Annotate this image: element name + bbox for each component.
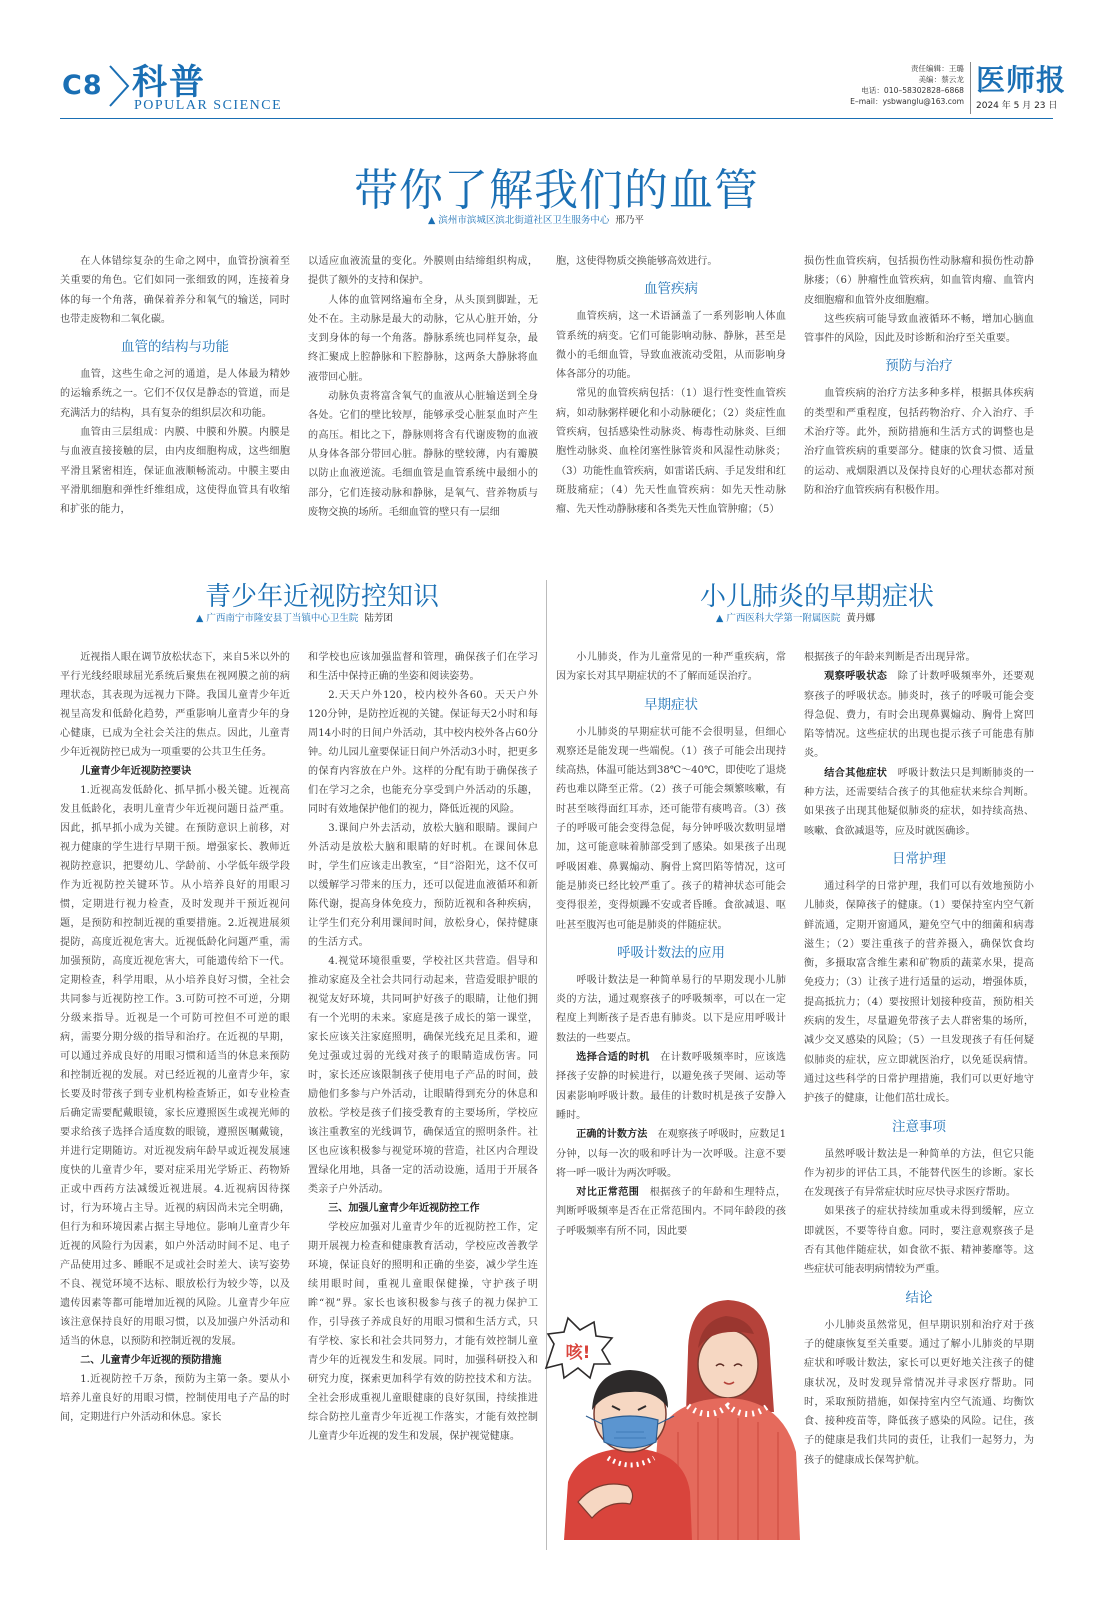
paragraph: 小儿肺炎的早期症状可能不会很明显，但细心观察还是能发现一些端倪。（1）孩子可能会出现持续高热，体温可能达到38℃～40℃，即使吃了退烧药也难以降至正常。（2）孩子可能会频繁咳嗽，有时甚至咳得面红耳赤，还可能带有痰鸣音。（3）孩子的呼吸可能会变得急促，每分钟呼吸次数明显增加，这可能意味着肺部受到了感染。如果孩子出现呼吸困难、鼻翼煽动、胸骨上窝凹陷等情况，这可能是肺炎已经比较严重了。孩子的精神状态可能会变得很差，变得烦躁不安或者昏睡。食欲减退、呕吐甚至腹泻也可能是肺炎的伴随症状。 [556, 726, 786, 931]
subheading: 血管疾病 [644, 281, 698, 298]
paragraph: 3.课间户外去活动，放松大脑和眼睛。课间户外活动是放松大脑和眼睛的好时机。在课间休息时，学生们应该走出教室，“目”浴阳光，这不仅可以缓解学习带来的压力，还可以促进血液循环和新陈代谢，提高身体免疫力，预防近视和各种疾病，让学生们充分利用课间时间，放松身心，保持健康的生活方式。 [308, 823, 538, 948]
byline-author: 黄丹娜 [846, 613, 875, 624]
paragraph: 小儿肺炎，作为儿童常见的一种严重疾病，常因为家长对其早期症状的不了解而延误治疗。 [556, 652, 786, 683]
article3-title: 小儿肺炎的早期症状 [700, 582, 935, 612]
paragraph-body: 除了计数呼吸频率外，还要观察孩子的呼吸状态。肺炎时，孩子的呼吸可能会变得急促、费力，有时会出现鼻翼煽动、胸骨上窝凹陷等情况。这些症状的出现也提示孩子可能患有肺炎。 [804, 671, 1034, 760]
paragraph: 和学校也应该加强监督和管理，确保孩子们在学习和生活中保持正确的坐姿和阅读姿势。 [308, 652, 538, 682]
subheading: 儿童青少年近视防控要诀 [80, 766, 192, 777]
lead-in: 对比正常范围 [576, 1187, 640, 1199]
byline-org: ▲ 滨州市滨城区滨北街道社区卫生服务中心 [428, 215, 610, 226]
paragraph: 呼吸计数法是一种简单易行的早期发现小儿肺炎的方法，通过观察孩子的呼吸频率，可以在一定程度上判断孩子是否患有肺炎。以下是应用呼吸计数法的一些要点。 [556, 974, 786, 1044]
paragraph-body: 在计数呼吸频率时，应该选择孩子安静的时候进行，以避免孩子哭闹、运动等因素影响呼吸计数。最佳的计数时机是孩子安静入睡时。 [556, 1052, 786, 1121]
paragraph [556, 1048, 786, 1125]
paragraph: 血管疾病的治疗方法多种多样，根据具体疾病的类型和严重程度，包括药物治疗、介入治疗、手术治疗等。此外，预防措施和生活方式的调整也是治疗血管疾病的重要部分。健康的饮食习惯、适量的运动、戒烟限酒以及保持良好的心理状态都对预防和治疗血管疾病有积极作用。 [804, 388, 1034, 496]
newspaper-logo: 医师报 [976, 63, 1067, 97]
subheading: 呼吸计数法的应用 [617, 944, 725, 961]
paragraph: 血管疾病，这一术语涵盖了一系列影响人体血管系统的病变。它们可能影响动脉、静脉，甚至是微小的毛细血管，导致血液流动受阻，从而影响身体各部分的功能。 [556, 311, 786, 381]
article1-column-2 [308, 252, 538, 542]
cough-text: 咳! [565, 1343, 591, 1363]
section-title: 科普 [132, 63, 207, 103]
phone: 电话：010–58302828–6868 [861, 86, 964, 95]
paragraph: 这些疾病可能导致血液循环不畅，增加心脑血管事件的风险，因此及时诊断和治疗至关重要。 [804, 313, 1034, 345]
lead-in: 结合其他症状 [824, 767, 888, 779]
masthead-info [812, 63, 964, 107]
paragraph: 通过科学的日常护理，我们可以有效地预防小儿肺炎，保障孩子的健康。（1）要保持室内空气新鲜流通，定期开窗通风，避免空气中的细菌和病毒滋生；（2）要注重孩子的营养摄入，确保饮食均衡，多摄取富含维生素和矿物质的蔬菜水果，提高免疫力；（3）让孩子进行适量的运动，增强体质，提高抵抗力；（4）要按照计划接种疫苗，预防相关疾病的发生，尽量避免带孩子去人群密集的场所，减少交叉感染的风险；（5）一旦发现孩子有任何疑似肺炎的症状，应立即就医治疗，以免延误病情。通过这些科学的日常护理措施，我们可以更好地守护孩子的健康，让他们茁壮成长。 [804, 880, 1034, 1105]
masthead-divider [970, 62, 971, 114]
paragraph: 人体的血管网络遍布全身，从头顶到脚趾，无处不在。主动脉是最大的动脉，它从心脏开始，分支到身体的每一个角落。静脉系统也同样复杂，最终汇聚成上腔静脉和下腔静脉，这两条大静脉将血液带回心脏。 [308, 294, 538, 383]
editor-credit: 责任编辑：王璐 [910, 64, 964, 73]
paragraph: 虽然呼吸计数法是一种简单的方法，但它只能作为初步的评估工具，不能替代医生的诊断。家长在发现孩子有异常症状时应尽快寻求医疗帮助。 [804, 1148, 1034, 1199]
paragraph: 损伤性血管疾病，包括损伤性动脉瘤和损伤性动静脉瘘；（6）肿瘤性血管疾病，如血管肉瘤、血管内皮细胞瘤和血管外皮细胞瘤。 [804, 256, 1034, 306]
article2-byline [196, 610, 393, 624]
lead-in: 观察呼吸状态 [824, 671, 888, 683]
paragraph: 根据孩子的年龄来判断是否出现异常。 [804, 652, 976, 663]
page-number: C8 [62, 70, 103, 101]
cough-bubble-icon [546, 1318, 612, 1378]
subheading: 血管的结构与功能 [121, 339, 229, 356]
paragraph [556, 1125, 786, 1183]
article2-title: 青少年近视防控知识 [205, 582, 440, 612]
subheading: 三、加强儿童青少年近视防控工作 [328, 1203, 480, 1214]
paragraph: 近视指人眼在调节放松状态下，来自5米以外的平行光线经眼球屈光系统后聚焦在视网膜之前的病理状态，其表现为远视力下降。我国儿童青少年近视呈高发和低龄化趋势，严重影响儿童青少年的身心健康，已成为全社会关注的焦点。因此，儿童青少年近视防控已成为一项重要的公共卫生任务。 [60, 652, 290, 758]
subheading: 早期症状 [644, 696, 698, 713]
byline-org: ▲ 广西医科大学第一附属医院 [716, 613, 841, 624]
subheading: 结论 [905, 1289, 933, 1306]
paragraph: 血管，这些生命之河的通道，是人体最为精妙的运输系统之一。它们不仅仅是静态的管道，而是充满活力的结构，具有复杂的组织层次和功能。 [60, 369, 290, 419]
article1-column-4 [804, 252, 1034, 542]
lead-in: 选择合适的时机 [576, 1052, 650, 1064]
article1-byline [428, 212, 644, 226]
paragraph: 4.视觉环境很重要，学校社区共营造。倡导和推动家庭及全社会共同行动起来，营造爱眼护眼的视觉友好环境，共同呵护好孩子的眼睛，让他们拥有一个光明的未来。家庭是孩子成长的第一课堂，家长应该关注家庭照明，确保光线充足且柔和，避免过强或过弱的光线对孩子的眼睛造成伤害。同时，家长还应该限制孩子使用电子产品的时间，鼓励他们多参与户外活动，让眼睛得到充分的休息和放松。学校是孩子们接受教育的主要场所，学校应该注重教室的光线调节，确保适宜的照明条件。社区也应该积极参与视觉环境的营造，社区内合理设置绿化用地，具备一定的活动设施，适用于开展各类亲子户外活动。 [308, 956, 538, 1195]
paragraph: 如果孩子的症状持续加重或未得到缓解，应立即就医，不要等待自愈。同时，要注意观察孩子是否有其他伴随症状，如食欲不振、精神萎靡等。这些症状可能表明病情较为严重。 [804, 1206, 1034, 1276]
paragraph: 常见的血管疾病包括：（1）退行性变性血管疾病，如动脉粥样硬化和小动脉硬化；（2）炎症性血管疾病，包括感染性动脉炎、梅毒性动脉炎、巨细胞性动脉炎、血栓闭塞性脉管炎和风湿性动脉炎；（3）功能性血管疾病，如雷诺氏病、手足发绀和红斑肢痛症；（4）先天性血管疾病：如先天性动脉瘤、先天性动静脉瘘和各类先天性血管肿瘤；（5） [556, 388, 786, 516]
subheading: 二、儿童青少年近视的预防措施 [80, 1355, 222, 1366]
paragraph-body: 在观察孩子呼吸时，应数足1分钟，以每一次的吸和呼计为一次呼吸。注意不要将一呼一吸计为两次呼吸。 [556, 1129, 786, 1179]
paragraph-body: 呼吸计数法只是判断肺炎的一种方法，还需要结合孩子的其他症状来综合判断。如果孩子出现其他疑似肺炎的症状，如持续高热、咳嗽、食欲减退等，应及时就医确诊。 [804, 767, 1034, 837]
paragraph: 胞，这使得物质交换能够高效进行。 [556, 256, 718, 267]
paragraph-body: 根据孩子的年龄和生理特点，判断呼吸频率是否在正常范围内。不同年龄段的孩子呼吸频率有所不同，因此要 [556, 1187, 786, 1237]
section-subtitle: POPULAR SCIENCE [134, 98, 283, 113]
paragraph: 1.近视防控千万条，预防为主第一条。要从小培养儿童良好的用眼习惯，控制使用电子产品的时间，定期进行户外活动和休息。家长 [60, 1374, 290, 1423]
paragraph: 1.近视高发低龄化、抓早抓小极关键。近视高发且低龄化，表明儿童青少年近视问题日益严重。因此，抓早抓小成为关键。在预防意识上前移，对视力健康的学生进行早期干预。增强家长、教师近视防控意识，把婴幼儿、学龄前、小学低年级学段作为近视防控关键环节。从小培养良好的用眼习惯，定期进行视力检查，及时发现并干预近视问题，是预防和控制近视的重要措施。2.近视进展须提防，高度近视危害大。近视低龄化问题严重，需加强预防，高度近视危害大，可能遗传给下一代。定期检查，科学用眼，从小培养良好习惯，全社会共同参与近视防控工作。3.可防可控不可逆，分期分级来指导。近视是一个可防可控但不可逆的眼病，需要分期分级的指导和治疗。在近视的早期，可以通过养成良好的用眼习惯和适当的休息来预防和控制近视的发展。对已经近视的儿童青少年，家长要及时带孩子到专业机构检查矫正，如专业检查后确定需要配戴眼镜，家长应遵照医生或视光师的要求给孩子选择合适度数的眼镜，遵照医嘱戴镜，并进行定期随访。对近视发病年龄早或近视发展速度快的儿童青少年，要对症采用光学矫正、药物矫正或中西药方法减缓近视进展。4.近视病因待探讨，行为环境占主导。近视的病因尚未完全明确，但行为和环境因素占据主导地位。影响儿童青少年近视的风险行为因素，如户外活动时间不足、电子产品使用过多、睡眠不足或社会时差大、读写姿势不良、视觉环境不达标、眼放松行为较少等，以及遗传因素等都可能增加近视的风险。儿童青少年应该注意保持良好的用眼习惯，以及加强户外活动和适当的休息，以预防和控制近视的发展。 [60, 785, 290, 1347]
coughing-child-illustration [538, 1282, 800, 1540]
article1-column-3 [556, 252, 786, 542]
paragraph: 以适应血液流量的变化。外膜则由结缔组织构成，提供了额外的支持和保护。 [308, 256, 538, 287]
paragraph [556, 1183, 786, 1241]
email: E–mail：ysbwanglu@163.com [850, 97, 964, 106]
paragraph: 2.天天户外120，校内校外各60。天天户外120分钟，是防控近视的关键。保证每天2小时和每周14小时的日间户外活动，其中校内校外各占60分钟。幼儿园儿童要保证日间户外活动3小时，把更多的保育内容放在户外。这样的分配有助于确保孩子们在学习之余，也能充分享受到户外活动的乐趣，同时有效地保护他们的视力，降低近视的风险。 [308, 690, 538, 815]
paragraph: 在人体错综复杂的生命之网中，血管扮演着至关重要的角色。它们如同一张细致的网，连接着身体的每一个角落，确保着养分和氧气的输送，同时也带走废物和二氧化碳。 [60, 256, 290, 325]
paragraph: 学校应加强对儿童青少年的近视防控工作，定期开展视力检查和健康教育活动，学校应改善教学环境，保证良好的照明和正确的坐姿，减少学生连续用眼时间，重视儿童眼保健操，守护孩子明眸“视”界。家长也该积极参与孩子的视力保护工作，引导孩子养成良好的用眼习惯和生活方式，只有学校、家长和社会共同努力，才能有效控制儿童青少年的近视发生和发展。同时，加强科研投入和研究力度，探索更加科学有效的防控技术和方法。全社会形成重视儿童眼健康的良好氛围，持续推进综合防控儿童青少年近视工作落实，才能有效控制儿童青少年近视的发生和发展，保护视觉健康。 [308, 1222, 538, 1442]
paragraph [804, 764, 1034, 841]
article1-title: 带你了解我们的血管 [354, 165, 759, 216]
subheading: 注意事项 [892, 1118, 946, 1135]
page-header [0, 0, 1113, 122]
paragraph: 血管由三层组成：内膜、中膜和外膜。内膜是与血液直接接触的层，由内皮细胞构成，这些细胞平滑且紧密相连，保证血液顺畅流动。中膜主要由平滑肌细胞和弹性纤维组成，这使得血管具有收缩和扩张的能力， [60, 427, 290, 516]
article3-column-2 [804, 648, 1034, 1550]
designer-credit: 美编：蔡云龙 [918, 75, 964, 84]
paragraph [804, 667, 1034, 763]
subheading: 日常护理 [892, 850, 946, 867]
lead-in: 正确的计数方法 [576, 1129, 648, 1141]
subheading: 预防与治疗 [885, 358, 953, 375]
article3-byline [716, 610, 875, 624]
article2-column-2 [308, 648, 538, 1550]
byline-author: 陆芳团 [364, 613, 393, 624]
issue-date: 2024 年 5 月 23 日 [976, 101, 1058, 111]
byline-author: 邢乃平 [615, 215, 644, 226]
chevron-right-icon [108, 64, 132, 108]
paragraph: 动脉负责将富含氧气的血液从心脏输送到全身各处。它们的壁比较厚，能够承受心脏泵血时产生的高压。相比之下，静脉则将含有代谢废物的血液从身体各部分带回心脏。静脉的壁较薄，内有瓣膜以防止血液逆流。毛细血管是血管系统中最细小的部分，它们连接动脉和静脉，是氧气、营养物质与废物交换的场所。毛细血管的壁只有一层细 [308, 391, 538, 518]
article1-column-1 [60, 252, 290, 542]
byline-org: ▲ 广西南宁市隆安县丁当镇中心卫生院 [196, 613, 359, 624]
paragraph: 小儿肺炎虽然常见，但早期识别和治疗对于孩子的健康恢复至关重要。通过了解小儿肺炎的早期症状和呼吸计数法，家长可以更好地关注孩子的健康状况，及时发现异常情况并寻求医疗帮助。同时，采取预防措施，如保持室内空气流通、均衡饮食、接种疫苗等，降低孩子感染的风险。记住，孩子的健康是我们共同的责任，让我们一起努力，为孩子的健康成长保驾护航。 [804, 1319, 1034, 1466]
article3-column-1 [556, 648, 786, 1278]
header-rule [60, 118, 1053, 119]
article2-column-1 [60, 648, 290, 1550]
